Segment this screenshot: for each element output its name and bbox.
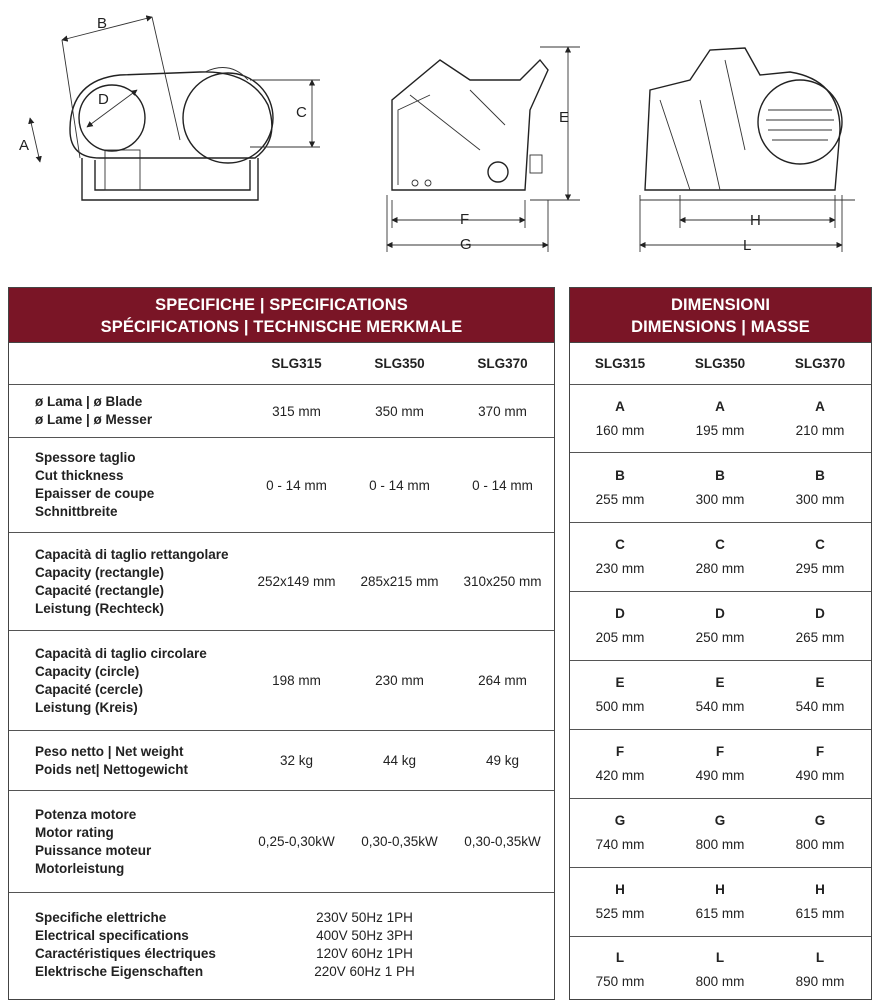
spec-value: 252x149 mm xyxy=(257,574,336,589)
dim-label-g: G xyxy=(460,236,472,253)
spec-row-cut-thickness xyxy=(9,438,554,533)
dims-value: 265 mm xyxy=(795,630,845,645)
dim-label-e: E xyxy=(559,109,570,126)
dims-cell xyxy=(670,671,770,719)
dims-key: H xyxy=(815,882,825,897)
dims-value: 890 mm xyxy=(795,974,845,989)
dims-value: 800 mm xyxy=(695,974,745,989)
dims-value: 500 mm xyxy=(595,699,645,714)
spec-value: 49 kg xyxy=(485,753,520,768)
spec-value: 44 kg xyxy=(382,753,417,768)
dim-label-b: B xyxy=(97,15,108,32)
dims-key: B xyxy=(815,467,825,483)
dims-key: H xyxy=(715,882,725,897)
spec-label: Motorleistung xyxy=(35,860,125,876)
dims-value: 800 mm xyxy=(795,837,845,852)
spec-model-slg315: SLG315 xyxy=(271,356,322,371)
dims-value: 250 mm xyxy=(695,630,745,645)
dims-row-l xyxy=(570,937,871,1003)
dims-key: C xyxy=(715,537,725,552)
spec-label: Motor rating xyxy=(35,824,114,840)
spec-label: Electrical specifications xyxy=(35,928,189,943)
spec-value: 0,25-0,30kW xyxy=(258,834,335,849)
spec-row-net-weight xyxy=(9,731,554,791)
dims-row-f xyxy=(570,730,871,799)
spec-label: Puissance moteur xyxy=(35,842,152,858)
dimensions-table xyxy=(569,287,872,1000)
slicer-side-view-icon xyxy=(387,47,580,253)
spec-label: Potenza motore xyxy=(35,806,137,822)
dims-key: E xyxy=(815,675,825,690)
dim-label-f: F xyxy=(460,211,470,228)
spec-label: Leistung (Rechteck) xyxy=(35,600,165,616)
spec-label: ø Lama | ø Blade xyxy=(35,394,143,409)
dims-model-slg370: SLG370 xyxy=(794,355,846,371)
dim-label-a: A xyxy=(19,137,30,154)
spec-label: Leistung (Kreis) xyxy=(35,699,138,715)
dims-cell xyxy=(570,464,670,512)
spec-label: Peso netto | Net weight xyxy=(35,743,184,759)
dims-title-line2: DIMENSIONS | MASSE xyxy=(631,318,810,336)
dims-value: 615 mm xyxy=(695,906,745,921)
spec-value: 0,30-0,35kW xyxy=(464,834,541,849)
dims-rows xyxy=(570,385,871,1003)
dims-cell xyxy=(670,602,770,650)
dims-key: H xyxy=(615,882,625,897)
dims-value: 490 mm xyxy=(795,768,845,783)
dims-key: L xyxy=(715,950,725,965)
spec-value: 370 mm xyxy=(478,403,527,419)
spec-model-header-row xyxy=(9,343,554,385)
spec-label: Schnittbreite xyxy=(35,504,118,519)
spec-row-capacity-circle xyxy=(9,631,554,731)
dims-row-c xyxy=(570,523,871,592)
spec-label: Capacity (circle) xyxy=(35,663,140,679)
dims-model-slg315: SLG315 xyxy=(594,355,646,371)
spec-label: Elektrische Eigenschaften xyxy=(35,964,204,979)
dims-value: 750 mm xyxy=(595,974,645,989)
spec-title-line1: SPECIFICHE | SPECIFICATIONS xyxy=(155,296,408,314)
dims-title-line1: DIMENSIONI xyxy=(670,296,771,314)
dims-cell xyxy=(670,740,770,788)
spec-label: Spessore taglio xyxy=(35,450,136,465)
dims-key: L xyxy=(615,950,625,965)
dims-cell xyxy=(770,809,870,857)
spec-label: Cut thickness xyxy=(35,468,124,483)
spec-value: 0 - 14 mm xyxy=(472,477,533,493)
dims-value: 255 mm xyxy=(595,491,645,507)
spec-value: 230 mm xyxy=(375,673,424,688)
spec-title-line2: SPÉCIFICATIONS | TECHNISCHE MERKMALE xyxy=(100,318,463,336)
spec-label: Poids net| Nettogewicht xyxy=(35,761,189,777)
dims-value: 540 mm xyxy=(795,699,845,714)
electrical-value: 230V 50Hz 1PH xyxy=(316,910,413,925)
dims-value: 280 mm xyxy=(695,561,745,576)
spec-value: 0,30-0,35kW xyxy=(361,834,438,849)
dim-label-d: D xyxy=(98,91,109,108)
dims-key: B xyxy=(715,467,725,483)
spec-row-capacity-rectangle xyxy=(9,533,554,631)
dims-value: 490 mm xyxy=(695,768,745,783)
dims-row-g xyxy=(570,799,871,868)
spec-value: 315 mm xyxy=(272,403,321,419)
dims-cell xyxy=(770,671,870,719)
dims-cell xyxy=(670,878,770,926)
dims-key: L xyxy=(815,950,825,965)
technical-drawings xyxy=(0,0,875,270)
dims-cell xyxy=(770,740,870,788)
spec-model-slg350: SLG350 xyxy=(374,356,425,371)
dims-key: D xyxy=(715,606,725,621)
dims-cell xyxy=(670,946,770,994)
spec-value: 0 - 14 mm xyxy=(369,477,430,493)
electrical-value: 220V 60Hz 1 PH xyxy=(314,964,415,979)
dims-value: 210 mm xyxy=(795,422,845,438)
dims-cell xyxy=(570,671,670,719)
dims-value: 420 mm xyxy=(595,768,645,783)
dims-cell xyxy=(570,395,670,443)
dims-key: A xyxy=(715,398,725,414)
spec-value: 32 kg xyxy=(279,753,314,768)
dims-cell xyxy=(770,878,870,926)
dims-key: G xyxy=(714,813,726,828)
dims-cell xyxy=(670,533,770,581)
slicer-front-view-icon xyxy=(640,48,855,254)
dims-value: 540 mm xyxy=(695,699,745,714)
spec-row-blade xyxy=(9,385,554,438)
spec-value: 285x215 mm xyxy=(360,574,439,589)
dim-label-c: C xyxy=(296,104,307,121)
dims-model-slg350: SLG350 xyxy=(694,355,746,371)
spec-label: Capacité (rectangle) xyxy=(35,582,165,598)
dims-key: F xyxy=(715,744,725,759)
spec-label: Capacity (rectangle) xyxy=(35,564,165,580)
dims-key: C xyxy=(815,537,825,552)
dims-value: 160 mm xyxy=(595,422,645,438)
dims-value: 740 mm xyxy=(595,837,645,852)
dims-row-h xyxy=(570,868,871,937)
spec-value: 198 mm xyxy=(272,673,321,688)
dims-key: G xyxy=(614,813,626,828)
dims-key: D xyxy=(615,606,625,621)
spec-value: 264 mm xyxy=(478,673,527,688)
spec-value: 350 mm xyxy=(375,403,424,419)
dims-value: 300 mm xyxy=(795,491,845,507)
spec-row-motor-rating xyxy=(9,791,554,893)
spec-label: Specifiche elettriche xyxy=(35,910,167,925)
dims-key: F xyxy=(815,744,825,759)
spec-row-electrical xyxy=(9,893,554,997)
dims-row-a xyxy=(570,385,871,453)
dims-cell xyxy=(770,533,870,581)
spec-label: Capacité (cercle) xyxy=(35,681,144,697)
dims-cell xyxy=(570,602,670,650)
dim-label-l: L xyxy=(743,237,752,254)
dims-value: 525 mm xyxy=(595,906,645,921)
dims-value: 800 mm xyxy=(695,837,745,852)
dims-cell xyxy=(670,395,770,443)
dims-cell xyxy=(770,946,870,994)
dims-key: A xyxy=(815,398,825,414)
dims-cell xyxy=(570,809,670,857)
spec-label: Capacità di taglio rettangolare xyxy=(35,546,229,562)
dims-cell xyxy=(770,395,870,443)
spec-value: 310x250 mm xyxy=(463,574,542,589)
dims-key: A xyxy=(615,398,625,414)
dim-label-h: H xyxy=(750,212,761,229)
dims-row-b xyxy=(570,453,871,523)
spec-model-slg370: SLG370 xyxy=(477,356,528,371)
slicer-top-view-icon xyxy=(19,15,320,200)
dims-cell xyxy=(570,533,670,581)
specifications-table xyxy=(8,287,555,1000)
spec-value: 0 - 14 mm xyxy=(266,477,327,493)
dims-key: B xyxy=(615,467,625,483)
spec-label: ø Lame | ø Messer xyxy=(35,412,153,427)
dims-value: 230 mm xyxy=(595,561,645,576)
dims-row-e xyxy=(570,661,871,730)
spec-label: Epaisser de coupe xyxy=(35,486,155,501)
specifications-header xyxy=(9,288,554,343)
dims-row-d xyxy=(570,592,871,661)
dims-cell xyxy=(670,464,770,512)
dims-key: E xyxy=(615,675,625,690)
dims-value: 195 mm xyxy=(695,422,745,438)
dims-key: C xyxy=(615,537,625,552)
dims-model-header-row xyxy=(570,343,871,385)
dims-cell xyxy=(570,878,670,926)
dims-value: 205 mm xyxy=(595,630,645,645)
spec-label: Capacità di taglio circolare xyxy=(35,645,207,661)
dims-key: G xyxy=(814,813,826,828)
dims-cell xyxy=(770,464,870,512)
dims-value: 295 mm xyxy=(795,561,845,576)
dims-key: F xyxy=(615,744,625,759)
dims-value: 300 mm xyxy=(695,491,745,507)
electrical-value: 120V 60Hz 1PH xyxy=(316,946,413,961)
dims-cell xyxy=(670,809,770,857)
dims-cell xyxy=(570,946,670,994)
spec-label: Caractéristiques électriques xyxy=(35,946,216,961)
dims-value: 615 mm xyxy=(795,906,845,921)
dimensions-header xyxy=(570,288,871,343)
dims-cell xyxy=(570,740,670,788)
dims-cell xyxy=(770,602,870,650)
electrical-value: 400V 50Hz 3PH xyxy=(316,928,413,943)
dims-key: D xyxy=(815,606,825,621)
dims-key: E xyxy=(715,675,725,690)
